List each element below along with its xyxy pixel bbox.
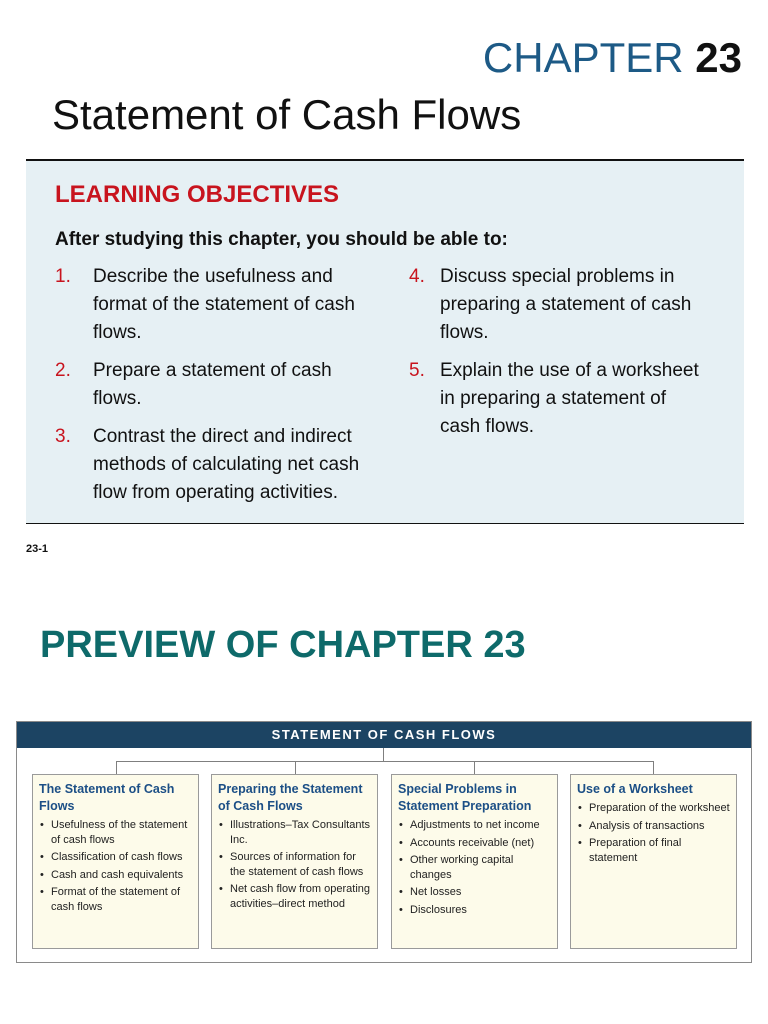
topic-item (218, 818, 371, 847)
topic-item-text: Preparation of final statement (589, 837, 682, 864)
topic-box-special-problems (391, 774, 558, 949)
chapter-number: 23 (695, 34, 742, 81)
diagram-header: STATEMENT OF CASH FLOWS (17, 722, 751, 748)
topic-item (398, 836, 551, 851)
connector-horizontal (116, 761, 653, 762)
bullet-icon: • (399, 886, 403, 898)
objectives-intro: After studying this chapter, you should be able to: (55, 229, 508, 250)
bullet-icon: • (399, 819, 403, 831)
topic-box-preparing (211, 774, 378, 949)
chapter-word: CHAPTER (482, 34, 684, 81)
bullet-icon: • (399, 854, 403, 866)
topic-item-text: Usefulness of the statement of cash flows (51, 819, 188, 846)
bullet-icon: • (219, 883, 223, 895)
topic-item (39, 850, 192, 865)
topic-item (39, 885, 192, 914)
bullet-icon: • (40, 868, 44, 881)
bullet-icon: • (578, 802, 582, 814)
topic-item (218, 850, 371, 879)
topic-box-worksheet (570, 774, 737, 949)
slide-title: Statement of Cash Flows (52, 91, 522, 138)
bullet-icon: • (399, 836, 403, 849)
topic-item-text: Disclosures (410, 903, 467, 916)
topic-item (577, 819, 730, 834)
topic-list (398, 818, 551, 917)
objective-item (55, 423, 385, 507)
topic-item-text: Net losses (410, 886, 462, 898)
objectives-left-column (55, 263, 385, 517)
bullet-icon: • (399, 903, 403, 916)
objective-text: Prepare a statement of cash flows. (93, 360, 332, 409)
objective-text: Describe the usefulness and format of the statement of cash flows. (93, 266, 355, 343)
topic-list (218, 818, 371, 911)
objective-text: Contrast the direct and indirect methods of calculating net cash flow from operating activities. (93, 426, 360, 503)
bullet-icon: • (219, 851, 223, 863)
learning-objectives-panel (26, 159, 744, 524)
topic-item (398, 818, 551, 833)
topic-title: Special Problems in Statement Preparation (398, 782, 532, 813)
objective-text: Discuss special problems in preparing a statement of cash flows. (440, 266, 692, 343)
objective-number: 2. (55, 360, 71, 381)
topic-title: Preparing the Statement of Cash Flows (218, 782, 363, 813)
topic-item-text: Net cash flow from operating activities–direct method (230, 883, 371, 910)
objective-number: 4. (409, 266, 425, 287)
topic-item (39, 868, 192, 883)
topic-item (398, 853, 551, 882)
bullet-icon: • (219, 819, 223, 831)
bullet-icon: • (40, 819, 44, 831)
topic-item-text: Other working capital changes (410, 854, 514, 881)
chapter-label (483, 34, 742, 82)
topic-item (39, 818, 192, 847)
topic-item (398, 903, 551, 918)
topic-item (577, 801, 730, 816)
connector-vertical-main (383, 748, 384, 762)
connector-drop-3 (474, 761, 475, 774)
objective-number: 1. (55, 266, 71, 287)
objective-item (409, 357, 709, 441)
topic-list (577, 801, 730, 865)
objective-number: 3. (55, 426, 71, 447)
objectives-right-column (409, 263, 709, 451)
topic-item-text: Sources of information for the statement of cash flows (230, 851, 364, 878)
topic-item-text: Analysis of transactions (589, 819, 705, 832)
objective-item (409, 263, 709, 347)
topic-item (577, 836, 730, 865)
bullet-icon: • (40, 851, 44, 863)
bullet-icon: • (40, 886, 44, 898)
topic-item (218, 882, 371, 911)
preview-title: PREVIEW OF CHAPTER 23 (40, 624, 526, 666)
objective-item (55, 263, 385, 347)
topic-list (39, 818, 192, 914)
objectives-heading: LEARNING OBJECTIVES (55, 181, 340, 208)
topic-item (398, 885, 551, 900)
topic-item-text: Classification of cash flows (51, 851, 183, 863)
topic-title: The Statement of Cash Flows (39, 782, 175, 813)
topic-title: Use of a Worksheet (577, 782, 693, 796)
topic-box-statement (32, 774, 199, 949)
chapter-overview-diagram (16, 721, 752, 963)
topic-item-text: Format of the statement of cash flows (51, 886, 181, 913)
bullet-icon: • (578, 837, 582, 849)
page-number: 23-1 (26, 543, 49, 555)
objective-item (55, 357, 385, 413)
connector-drop-2 (295, 761, 296, 774)
topic-item-text: Preparation of the worksheet (589, 802, 730, 814)
topic-item-text: Adjustments to net income (410, 819, 540, 831)
topic-item-text: Cash and cash equivalents (51, 868, 184, 881)
connector-drop-4 (653, 761, 654, 774)
objective-number: 5. (409, 360, 425, 381)
bullet-icon: • (578, 819, 582, 832)
connector-drop-1 (116, 761, 117, 774)
topic-item-text: Accounts receivable (net) (410, 836, 535, 849)
objective-text: Explain the use of a worksheet in preparing a statement of cash flows. (440, 360, 699, 437)
topic-item-text: Illustrations–Tax Consultants Inc. (230, 819, 371, 846)
